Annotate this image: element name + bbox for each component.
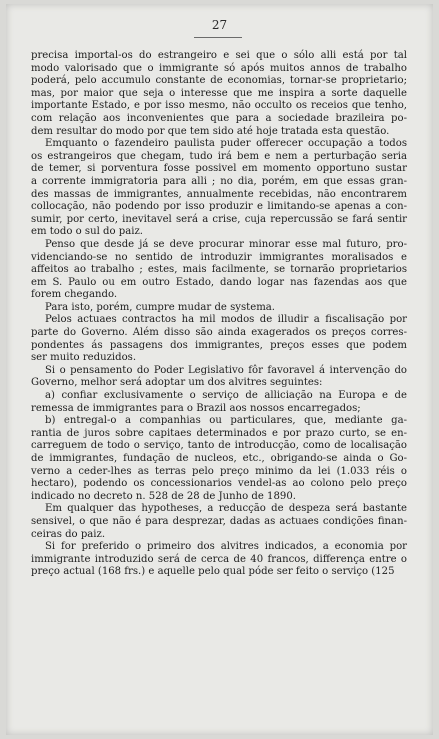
paragraph (31, 138, 407, 239)
body-text (31, 50, 407, 579)
text-line: Governo, melhor será adoptar um dos alvitres seguintes: (31, 377, 323, 389)
text-line: sensivel, o que não é para desprezar, dadas as actuaes condições finan- (31, 515, 407, 527)
text-line: carreguem de todo o serviço, tanto de introducção, como de localisação (31, 440, 407, 452)
paragraph (31, 302, 407, 315)
paragraph (31, 390, 407, 415)
paragraph (31, 314, 407, 364)
text-line: hectaro), podendo os concessionarios vendel-as ao colono pelo preço (31, 478, 407, 490)
text-line: Emquanto o fazendeiro paulista puder offerecer occupação a todos (45, 138, 407, 150)
text-line: indicado no decreto n. 528 de 28 de Junho de 1890. (31, 490, 296, 502)
text-line: poderá, pelo accumulo constante de economias, tornar-se proprietario; (31, 75, 407, 87)
paragraph (31, 365, 407, 390)
text-line: Pelos actuaes contractos ha mil modos de illudir a fiscalisação por (45, 314, 407, 326)
text-line: parte do Governo. Além disso são ainda exagerados os preços corres- (31, 327, 407, 339)
text-line: affeitos ao trabalho ; estes, mais facilmente, se tornarão proprietarios (31, 264, 407, 276)
text-line: de temer, si porventura fosse possivel em momento opportuno sustar (31, 163, 407, 175)
text-line: de immigrantes, fundação de nucleos, etc., obrigando-se ainda o Go- (31, 453, 407, 464)
text-line: Para isto, porém, cumpre mudar de systema. (45, 301, 276, 313)
text-line: os estrangeiros que chegam, tudo irá bem e nem a perturbação seria (31, 150, 407, 162)
text-line: videnciando-se no sentido de introduzir immigrantes moralisados e (31, 251, 407, 263)
paragraph (31, 415, 407, 503)
text-line: verno a ceder-lhes as terras pelo preço minimo da lei (1.033 réis o (31, 465, 407, 477)
text-line: dem resultar do modo por que tem sido até hoje tratada esta questão. (31, 125, 390, 137)
text-line: em todo o sul do paiz. (31, 226, 144, 238)
text-line: precisa importal-os do estrangeiro e sei que o sólo alli está por tal (31, 50, 407, 61)
paragraph (31, 541, 407, 579)
text-line: ser muito reduzidos. (31, 352, 137, 364)
text-line: Em qualquer das hypotheses, a reducção de despeza será bastante (45, 503, 407, 515)
text-line: mas, por maior que seja o interesse que me inspira a sorte daquelle (31, 87, 407, 99)
paragraph (31, 50, 407, 138)
text-line: sumir, por certo, inevitavel será a crise, cuja repercussão se fará sentir (31, 213, 407, 225)
text-line: b) entregal-o a companhias ou particulares, que, mediante ga- (45, 415, 407, 427)
text-line: Penso que desde já se deve procurar minorar esse mal futuro, pro- (45, 238, 407, 250)
text-line: remessa de immigrantes para o Brazil aos nossos encarregados; (31, 402, 361, 414)
paragraph (31, 239, 407, 302)
text-line: des massas de immigrantes, annualmente recebidas, não encontrarem (31, 188, 407, 200)
text-line: rantia de juros sobre capitaes determinados e por prazo curto, se en- (31, 427, 407, 439)
page-number-rule (194, 37, 242, 38)
paragraph (31, 503, 407, 541)
text-line: Si for preferido o primeiro dos alvitres indicados, a economia por (45, 541, 407, 553)
text-line: a) confiar exclusivamente o serviço de alliciação na Europa e de (45, 390, 407, 402)
text-line: forem chegando. (31, 289, 118, 301)
text-line: importante Estado, e por isso mesmo, não occulto os receios que tenho, (31, 100, 407, 112)
text-line: modo valorisado que o immigrante só após muitos annos de trabalho (31, 62, 407, 74)
text-line: Si o pensamento do Poder Legislativo fôr favoravel á intervenção do (45, 364, 407, 376)
text-line: com relação aos inconvenientes que para a sociedade brazileira po- (31, 112, 407, 124)
text-line: ceiras do paiz. (31, 528, 106, 540)
text-line: immigrante introduzido será de cerca de 40 francos, differença entre o (31, 553, 407, 565)
text-line: em S. Paulo ou em outro Estado, dando logar nas fazendas aos que (31, 276, 407, 288)
page-number: 27 (211, 18, 228, 32)
text-line: a corrente immigratoria para alli ; no dia, porém, em que essas gran- (31, 175, 407, 187)
text-line: pondentes ás passagens dos immigrantes, preços esses que podem (31, 339, 407, 351)
text-line: collocação, não podendo por isso produzir e limitando-se apenas a con- (31, 201, 407, 213)
text-line: preço actual (168 frs.) e aquelle pelo qual póde ser feito o serviço (125 (31, 566, 395, 578)
book-page (6, 4, 433, 735)
